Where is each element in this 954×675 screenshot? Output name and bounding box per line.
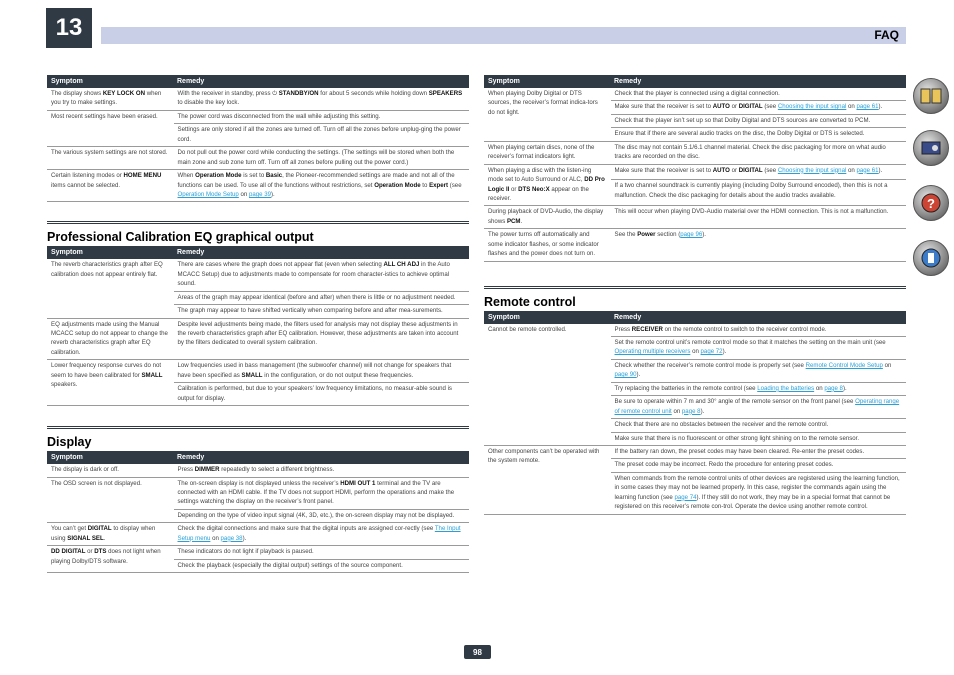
cross-reference-link[interactable]: Operating multiple receivers	[614, 348, 691, 356]
bold-term: AUTO	[712, 166, 730, 174]
symptom-cell: Lower frequency response curves do not seem to have been calibrated for SMALL speakers.	[47, 360, 173, 406]
bold-term: KEY LOCK ON	[102, 90, 146, 97]
remedy-cell: With the receiver in standby, press ⏻ STANDBY/ON for about 5 seconds while holding down SPEAKERS to disable the key lock.	[173, 88, 469, 110]
remedy-cell: If a two channel soundtrack is currently playing (including Dolby Surround encoded), then this is not a malfunction. Check the disc packaging for details about the audio tracks available.	[610, 180, 906, 206]
faq-icon[interactable]	[913, 185, 949, 221]
remedy-cell: Calibration is performed, but due to your speakers’ low frequency limitations, no measur-able sound is output for display.	[173, 383, 469, 406]
remedy-cell: When commands from the remote control units of other devices are registered using the learning function, in some cases they may not be learned properly. In this case, register the commands again using the learning function (see page 74). If they still do not work, they may be in a special format that cannot be registered on this receiver’s remote con-trol. Operate the device using another remote control.	[610, 472, 906, 514]
symptom-cell: During playback of DVD-Audio, the display shows PCM.	[484, 206, 610, 229]
cross-reference-link[interactable]: Remote Control Mode Setup	[805, 361, 883, 369]
remote-table	[484, 311, 906, 515]
remedy-cell: The power cord was disconnected from the wall while adjusting this setting.	[173, 110, 469, 123]
remedy-cell: Check that the player is connected using a digital connection.	[610, 88, 906, 101]
remedy-cell: The disc may not contain 5.1/6.1 channel material. Check the disc packaging for more on what audio tracks are recorded on the disc.	[610, 141, 906, 164]
cross-reference-link[interactable]: page 8	[824, 384, 843, 392]
remedy-cell: Ensure that if there are several audio tracks on the disc, the Dolby Digital or DTS is selected.	[610, 128, 906, 141]
table-row	[484, 229, 906, 261]
symptom-cell: The display is dark or off.	[47, 464, 173, 477]
symptom-header: Symptom	[484, 75, 610, 88]
remedy-cell: Press RECEIVER on the remote control to switch to the receiver control mode.	[610, 324, 906, 337]
bold-term: STANDBY/ON	[278, 90, 319, 97]
remedy-cell: These indicators do not light if playback is paused.	[173, 546, 469, 559]
symptom-cell: The various system settings are not stored.	[47, 147, 173, 170]
bold-term: AUTO	[712, 103, 730, 111]
bold-term: DIMMER	[194, 466, 220, 474]
symptom-cell: Most recent settings have been erased.	[47, 110, 173, 146]
header-bar	[101, 27, 906, 44]
table-row	[47, 523, 469, 546]
section-title-display: Display	[47, 426, 469, 449]
symptom-header: Symptom	[484, 311, 610, 324]
remedy-cell: Make sure that the receiver is set to AUTO or DIGITAL (see Choosing the input signal on page 61).	[610, 101, 906, 114]
bold-term: Basic	[265, 172, 283, 180]
book-icon[interactable]	[913, 78, 949, 114]
remedy-cell: Check that there are no obstacles between the receiver and the remote control.	[610, 419, 906, 432]
symptom-cell: Cannot be remote controlled.	[484, 324, 610, 446]
symptom-cell: The reverb characteristics graph after EQ calibration does not appear entirely flat.	[47, 259, 173, 318]
bold-term: HOME MENU	[123, 172, 162, 180]
table-row	[47, 259, 469, 291]
symptom-cell: Certain listening modes or HOME MENU items cannot be selected.	[47, 170, 173, 202]
bold-term: Power	[637, 231, 656, 239]
remedy-cell: Try replacing the batteries in the remote control (see Loading the batteries on page 8).	[610, 382, 906, 395]
remedy-cell: There are cases where the graph does not appear flat (even when selecting ALL CH ADJ in the Auto MCACC Setup) due to adjustments made to compensate for room character-istics to achieve optimal sound.	[173, 259, 469, 291]
left-column	[47, 75, 469, 573]
remedy-cell: Areas of the graph may appear identical (before and after) when there is little or no adjustment needed.	[173, 291, 469, 304]
remedy-cell: Depending on the type of video input signal (4K, 3D, etc.), the on-screen display may not be displayed.	[173, 509, 469, 522]
cross-reference-link[interactable]: Operation Mode Setup	[177, 190, 239, 198]
table-row	[47, 147, 469, 170]
appendix-icon[interactable]	[913, 240, 949, 276]
bold-term: HDMI OUT 1	[340, 479, 376, 487]
remedy-cell: Press DIMMER repeatedly to select a different brightness.	[173, 464, 469, 477]
remedy-cell: See the Power section (page 96).	[610, 229, 906, 261]
remedy-cell: Check the playback (especially the digital output) settings of the source component.	[173, 559, 469, 572]
symptom-header: Symptom	[47, 75, 173, 88]
table-row	[484, 206, 906, 229]
cross-reference-link[interactable]: page 74	[674, 493, 697, 501]
svg-text:?: ?	[927, 196, 935, 211]
symptom-cell: When playing a disc with the listen-ing mode set to Auto Surround or ALC, DD Pro Logic II or DTS Neo:X appear on the receiver.	[484, 164, 610, 206]
symptom-cell: When playing certain discs, none of the receiver’s format indicators light.	[484, 141, 610, 164]
remedy-cell: Do not pull out the power cord while conducting the settings. (The settings will be stored when both the main zone and sub zone turn off. Turn off all zones before pulling out the power cord.)	[173, 147, 469, 170]
bold-term: DD DIGITAL	[51, 548, 86, 556]
symptom-cell: You can’t get DIGITAL to display when using SIGNAL SEL.	[47, 523, 173, 546]
bold-term: DIGITAL	[738, 166, 763, 174]
cross-reference-link[interactable]: page 90	[614, 371, 637, 379]
cross-reference-link[interactable]: page 39	[249, 190, 272, 198]
table-row	[47, 110, 469, 123]
symptom-cell: The power turns off automatically and some indicator flashes, or some indicator flashes and the power does not turn on.	[484, 229, 610, 261]
cross-reference-link[interactable]: Operating range of remote control unit	[614, 398, 900, 415]
symptom-cell: When playing Dolby Digital or DTS sources, the receiver’s format indica-tors do not light.	[484, 88, 610, 141]
remedy-cell: Check whether the receiver’s remote control mode is properly set (see Remote Control Mode Setup on page 90).	[610, 359, 906, 382]
symptom-header: Symptom	[47, 246, 173, 259]
bold-term: SMALL	[141, 371, 163, 379]
table-row	[484, 164, 906, 179]
general-table	[47, 75, 469, 202]
bold-term: SMALL	[241, 371, 263, 379]
receiver-icon[interactable]	[913, 130, 949, 166]
remedy-header: Remedy	[173, 451, 469, 464]
bold-term: RECEIVER	[631, 325, 663, 333]
remedy-cell: Settings are only stored if all the zones are turned off. Turn off all the zones before unplug-ging the power cord.	[173, 124, 469, 147]
remedy-header: Remedy	[173, 75, 469, 88]
format-table	[484, 75, 906, 262]
bold-term: ALL CH ADJ	[383, 261, 420, 269]
remedy-header: Remedy	[610, 75, 906, 88]
remedy-cell: Set the remote control unit’s remote control mode so that it matches the setting on the main unit (see Operating multiple receivers on page 72).	[610, 337, 906, 360]
symptom-header: Symptom	[47, 451, 173, 464]
remedy-cell: Be sure to operate within 7 m and 30° angle of the remote sensor on the front panel (see Operating range of remote control unit on page 8).	[610, 396, 906, 419]
pcal-table	[47, 246, 469, 406]
remedy-cell: The on-screen display is not displayed unless the receiver’s HDMI OUT 1 terminal and the TV are connected with an HDMI cable. If the TV does not support HDMI, perform the operations and make the settings watching the display on the receiver’s front panel.	[173, 477, 469, 509]
cross-reference-link[interactable]: Choosing the input signal	[777, 103, 847, 111]
remedy-cell: Despite level adjustments being made, the filters used for analysis may not display these adjustments in the reverb characteristics graph after EQ calibration. However, these adjustments are taken into account by the filters dedicated to overall system calibration.	[173, 318, 469, 360]
page-number: 98	[464, 645, 491, 659]
table-row	[484, 324, 906, 337]
cross-reference-link[interactable]: Choosing the input signal	[777, 166, 847, 174]
table-row	[484, 141, 906, 164]
bold-term: PCM	[506, 217, 521, 225]
section-label: FAQ	[874, 28, 899, 42]
table-row	[484, 88, 906, 101]
cross-reference-link[interactable]: Loading the batteries	[757, 384, 815, 392]
symptom-cell: EQ adjustments made using the Manual MCACC setup do not appear to change the reverb characteristics graph after EQ calibration.	[47, 318, 173, 360]
remedy-cell: When Operation Mode is set to Basic, the Pioneer-recommended settings are made and not all of the functions can be used. To use all of the functions without restrictions, set Operation Mode to Expert (see Operation Mode Setup on page 39).	[173, 170, 469, 202]
display-table	[47, 451, 469, 573]
table-row	[47, 360, 469, 383]
remedy-cell: The preset code may be incorrect. Redo the procedure for entering preset codes.	[610, 459, 906, 472]
cross-reference-link[interactable]: page 38	[220, 534, 243, 542]
remedy-cell: This will occur when playing DVD-Audio material over the HDMI connection. This is not a malfunction.	[610, 206, 906, 229]
table-row	[47, 170, 469, 202]
symptom-cell: DD DIGITAL or DTS does not light when playing Dolby/DTS software.	[47, 546, 173, 573]
table-row	[47, 318, 469, 360]
bold-term: Expert	[429, 181, 449, 189]
cross-reference-link[interactable]: The Input Setup menu	[177, 525, 461, 542]
remedy-cell: Check that the player isn’t set up so that Dolby Digital and DTS sources are converted to PCM.	[610, 114, 906, 127]
section-title-remote: Remote control	[484, 286, 906, 309]
cross-reference-link[interactable]: page 61	[856, 103, 879, 111]
chapter-number: 13	[46, 8, 92, 48]
cross-reference-link[interactable]: page 72	[700, 348, 723, 356]
remedy-header: Remedy	[173, 246, 469, 259]
table-row	[47, 546, 469, 559]
bold-term: DTS	[94, 548, 107, 556]
remedy-cell: If the battery ran down, the preset codes may have been cleared. Re-enter the preset codes.	[610, 445, 906, 458]
bold-term: Operation Mode	[195, 172, 242, 180]
table-row	[47, 477, 469, 509]
symptom-cell: The OSD screen is not displayed.	[47, 477, 173, 523]
symptom-cell: Other components can’t be operated with the system remote.	[484, 445, 610, 514]
bold-term: DIGITAL	[738, 103, 763, 111]
table-row	[484, 445, 906, 458]
remedy-cell: Make sure that there is no fluorescent or other strong light shining on to the remote sensor.	[610, 432, 906, 445]
bold-term: DTS Neo:X	[518, 185, 550, 193]
bold-term: DIGITAL	[87, 525, 112, 533]
remedy-cell: Check the digital connections and make sure that the digital inputs are assigned cor-rectly (see The Input Setup menu on page 38).	[173, 523, 469, 546]
bold-term: DD Pro Logic II	[488, 176, 605, 193]
cross-reference-link[interactable]: page 96	[680, 231, 703, 239]
remedy-header: Remedy	[610, 311, 906, 324]
right-column	[484, 75, 906, 515]
table-row	[47, 464, 469, 477]
bold-term: Operation Mode	[374, 181, 421, 189]
table-row	[47, 88, 469, 110]
remedy-cell: The graph may appear to have shifted vertically when comparing before and after mea-surements.	[173, 305, 469, 318]
symptom-cell: The display shows KEY LOCK ON when you try to make settings.	[47, 88, 173, 110]
bold-term: SPEAKERS	[428, 90, 463, 97]
remedy-cell: Low frequencies used in bass management (the subwoofer channel) will not change for speakers that have been specified as SMALL in the configuration, or do not output these frequencies.	[173, 360, 469, 383]
cross-reference-link[interactable]: page 8	[681, 407, 701, 415]
bold-term: SIGNAL SEL	[67, 534, 104, 542]
cross-reference-link[interactable]: page 61	[856, 166, 879, 174]
section-title-pcal: Professional Calibration EQ graphical output	[47, 221, 469, 244]
remedy-cell: Make sure that the receiver is set to AUTO or DIGITAL (see Choosing the input signal on page 61).	[610, 164, 906, 179]
